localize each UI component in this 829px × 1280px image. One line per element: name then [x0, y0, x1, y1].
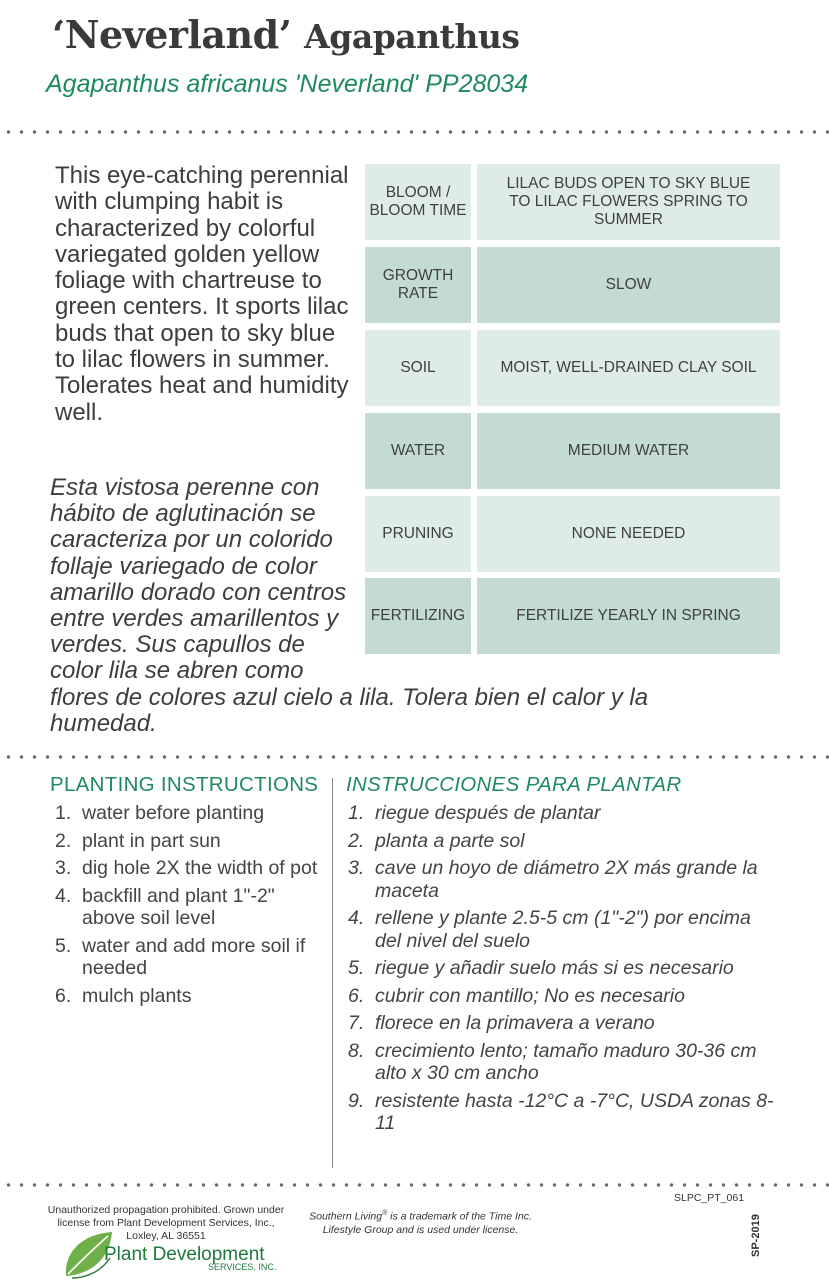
attribute-row-fertilizing: [365, 578, 780, 654]
plant-development-logo: [62, 1228, 302, 1280]
attribute-label: SOIL: [365, 330, 471, 406]
list-item: 1. water before planting: [55, 802, 265, 824]
attribute-value: MEDIUM WATER: [477, 413, 780, 489]
list-item: 5. riegue y añadir suelo más si es necesario: [348, 957, 734, 979]
dotted-divider-middle: [0, 755, 829, 759]
attribute-label: PRUNING: [365, 496, 471, 572]
title-cultivar: ‘Neverland’: [52, 12, 292, 57]
list-item: 5. water and add more soil if needed: [55, 934, 306, 979]
description-spanish: Esta vistosa perenne con hábito de aglutinación se caracteriza por un colorido follaje variegado de color amarillo dorado con centros entre verdes amarillentos y verdes. Sus capullos de color lila se abren como flores de colores azul cielo a lila. Tolera bien el calor y la humedad.: [50, 474, 649, 737]
list-item: 4. backfill and plant 1"-2" above soil level: [55, 884, 275, 929]
title-common-name: Agapanthus: [304, 17, 520, 56]
attribute-label: BLOOM / BLOOM TIME: [365, 164, 471, 240]
attribute-row-water: [365, 413, 780, 489]
botanical-name: Agapanthus africanus 'Neverland' PP28034: [46, 70, 529, 98]
attribute-row-soil: [365, 330, 780, 406]
planting-heading-spanish: INSTRUCCIONES PARA PLANTAR: [346, 773, 682, 796]
attribute-value: FERTILIZE YEARLY IN SPRING: [477, 578, 780, 654]
dotted-divider-top: [0, 130, 829, 134]
list-item: 3. cave un hoyo de diámetro 2X más grande la maceta: [348, 857, 758, 902]
attribute-label: WATER: [365, 413, 471, 489]
attribute-row-growth-rate: [365, 247, 780, 323]
attribute-label: FERTILIZING: [365, 578, 471, 654]
attribute-label: GROWTH RATE: [365, 247, 471, 323]
logo-text: Plant Development: [104, 1244, 265, 1265]
planting-list-spanish: [348, 802, 778, 1140]
registered-mark: ®: [382, 1210, 388, 1217]
product-code: SLPC_PT_061: [674, 1192, 745, 1204]
attribute-row-pruning: [365, 496, 780, 572]
attribute-value: NONE NEEDED: [477, 496, 780, 572]
season-code: SP-2019: [750, 1214, 762, 1257]
planting-heading-english: PLANTING INSTRUCTIONS: [50, 773, 319, 796]
list-item: 4. rellene y plante 2.5-5 cm (1"-2") por encima del nivel del suelo: [348, 907, 751, 952]
list-item: 9. resistente hasta -12°C a -7°C, USDA zonas 8-11: [348, 1089, 774, 1134]
trademark-brand: Southern Living: [309, 1210, 383, 1223]
list-item: 3. dig hole 2X the width of pot: [55, 857, 318, 879]
trademark-text: is a trademark of the Time Inc. Lifestyle Group and is used under license.: [322, 1210, 532, 1236]
attribute-row-bloom: [365, 164, 780, 240]
dotted-divider-bottom: [0, 1183, 829, 1187]
page-title: [52, 12, 519, 57]
list-item: 6. cubrir con mantillo; No es necesario: [348, 984, 685, 1007]
description-english: This eye-catching perennial with clumping habit is characterized by colorful variegated golden yellow foliage with chartreuse to green centers. It sports lilac buds that open to sky blue to lilac flowers in summer. Tolerates heat and humidity well.: [55, 162, 349, 426]
attribute-value: LILAC BUDS OPEN TO SKY BLUE TO LILAC FLOWERS SPRING TO SUMMER: [477, 164, 780, 240]
column-divider: [332, 778, 333, 1168]
attribute-value: SLOW: [477, 247, 780, 323]
list-item: 1. riegue después de plantar: [348, 802, 601, 824]
attribute-value: MOIST, WELL-DRAINED CLAY SOIL: [477, 330, 780, 406]
logo-subtext: SERVICES, INC.: [208, 1262, 277, 1272]
trademark-notice: [298, 1207, 543, 1237]
planting-list-english: [55, 802, 325, 1012]
list-item: 2. plant in part sun: [55, 829, 221, 852]
list-item: 2. planta a parte sol: [348, 829, 525, 852]
list-item: 8. crecimiento lento; tamaño maduro 30-36 cm alto x 30 cm ancho: [348, 1039, 757, 1084]
propagation-notice: Unauthorized propagation prohibited. Grown under license from Plant Development Services, Inc., Loxley, AL 36551: [47, 1204, 285, 1242]
list-item: 7. florece en la primavera a verano: [348, 1012, 655, 1034]
list-item: 6. mulch plants: [55, 984, 192, 1007]
